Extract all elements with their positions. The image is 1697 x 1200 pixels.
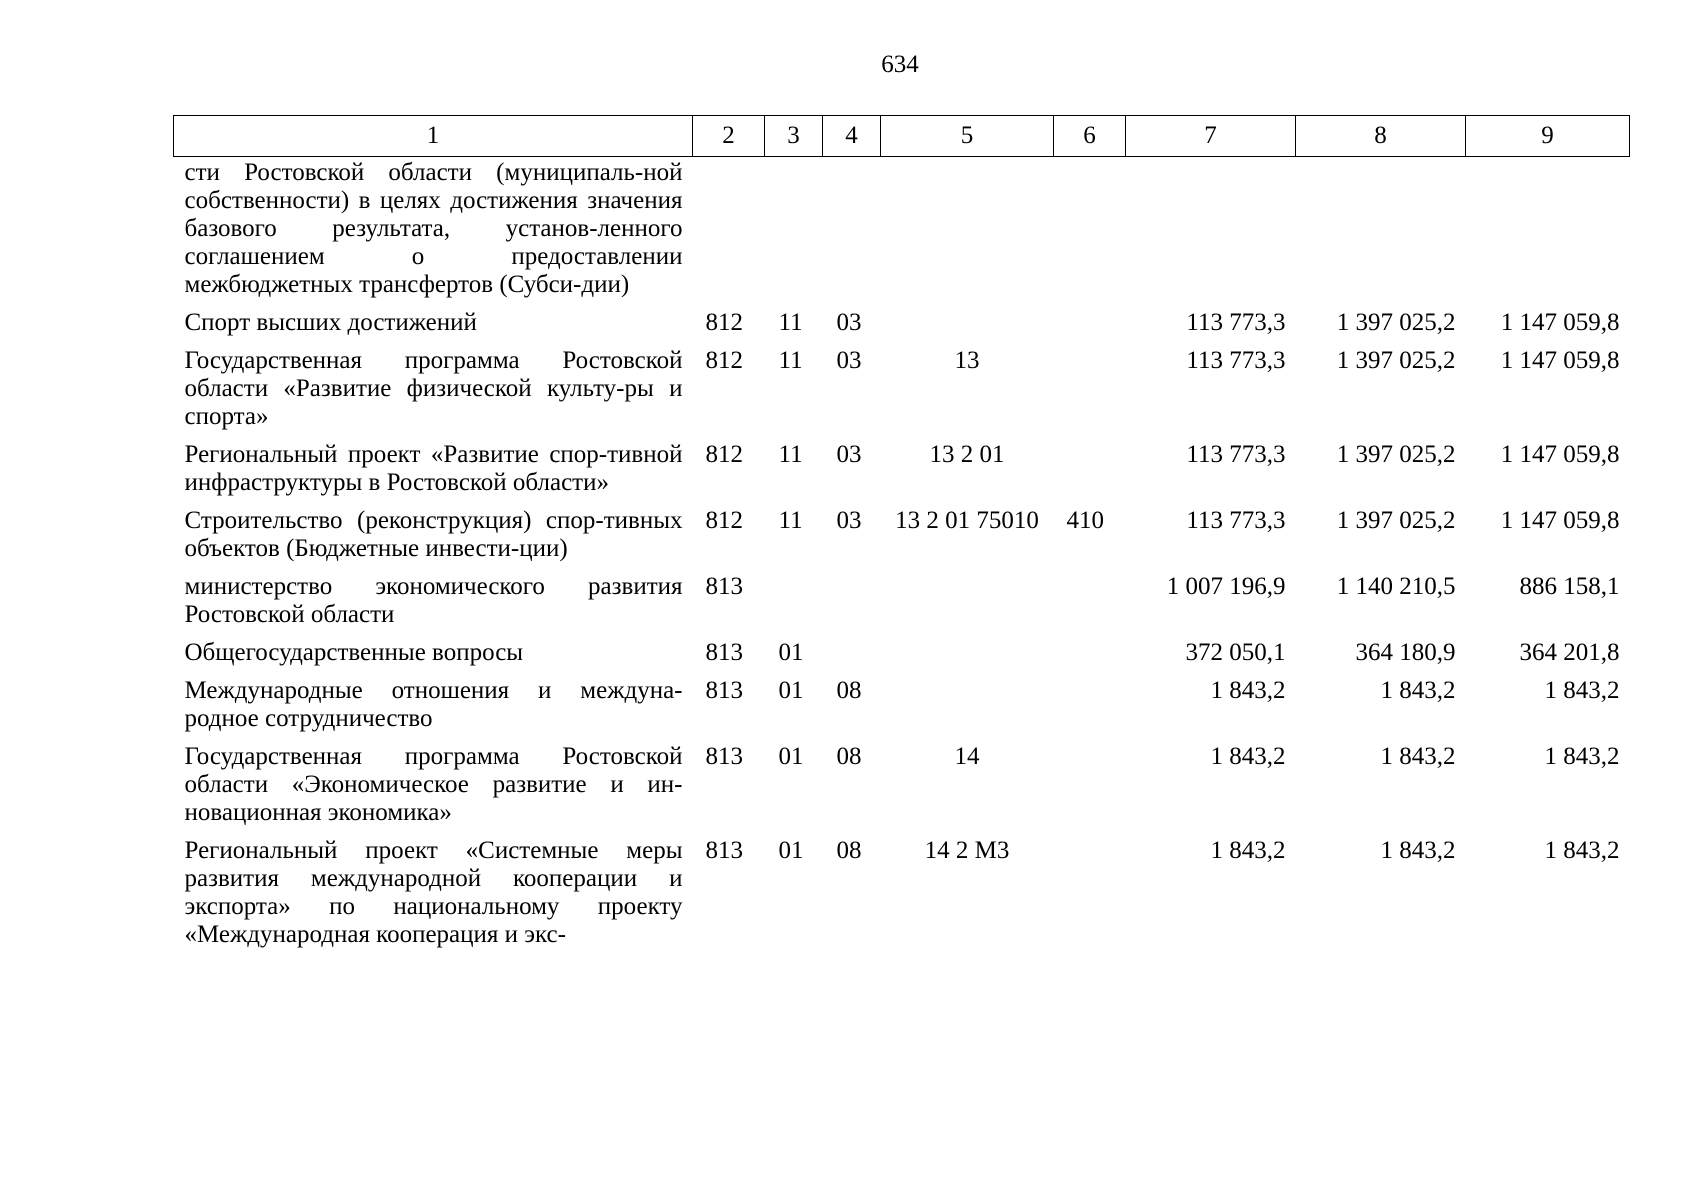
table-body bbox=[174, 157, 1630, 950]
amount-year-2: 364 180,9 bbox=[1355, 639, 1456, 666]
subsection-code: 08 bbox=[836, 743, 862, 770]
table-row bbox=[174, 629, 1630, 667]
header-row bbox=[174, 116, 1630, 157]
section-code: 11 bbox=[778, 347, 803, 374]
row-name: министерство экономического развития Ростовской области bbox=[184, 573, 683, 628]
amount-year-1: 372 050,1 bbox=[1185, 639, 1286, 666]
amount-year-2: 1 397 025,2 bbox=[1336, 309, 1456, 336]
row-name: Общегосударственные вопросы bbox=[184, 639, 524, 666]
amount-year-3: 1 843,2 bbox=[1544, 837, 1620, 864]
column-header-5: 5 bbox=[881, 116, 1054, 157]
subsection-code: 03 bbox=[836, 507, 862, 534]
subsection-code bbox=[823, 629, 881, 667]
amount-year-1: 113 773,3 bbox=[1186, 441, 1286, 468]
admin-code: 813 bbox=[705, 677, 743, 704]
row-name: Строительство (реконструкция) спор-тивных объектов (Бюджетные инвести-ции) bbox=[184, 507, 683, 562]
table-row bbox=[174, 157, 1630, 300]
table-row bbox=[174, 337, 1630, 431]
amount-year-2: 1 397 025,2 bbox=[1336, 441, 1456, 468]
admin-code bbox=[693, 157, 765, 300]
amount-year-1: 113 773,3 bbox=[1186, 507, 1286, 534]
column-header-6: 6 bbox=[1054, 116, 1126, 157]
section-code: 01 bbox=[778, 639, 804, 666]
row-name: Региональный проект «Развитие спор-тивной инфраструктуры в Ростовской области» bbox=[184, 441, 683, 496]
target-article-code: 14 2 M3 bbox=[924, 837, 1010, 864]
amount-year-1: 1 843,2 bbox=[1210, 837, 1286, 864]
expense-type-code bbox=[1054, 157, 1126, 300]
subsection-code: 03 bbox=[836, 347, 862, 374]
amount-year-2: 1 397 025,2 bbox=[1336, 507, 1456, 534]
target-article-code bbox=[881, 667, 1054, 733]
table-row bbox=[174, 299, 1630, 337]
amount-year-1: 1 843,2 bbox=[1210, 743, 1286, 770]
row-name: сти Ростовской области (муниципаль-ной собственности) в целях достижения значения базового результата, установ-ленного соглашением о предоставлении межбюджетных трансфертов (Субси-дии) bbox=[184, 159, 683, 298]
amount-year-2: 1 397 025,2 bbox=[1336, 347, 1456, 374]
amount-year-3: 364 201,8 bbox=[1519, 639, 1620, 666]
column-header-2: 2 bbox=[693, 116, 765, 157]
admin-code: 812 bbox=[705, 347, 743, 374]
row-name: Государственная программа Ростовской области «Развитие физической культу-ры и спорта» bbox=[184, 347, 683, 430]
amount-year-3: 1 147 059,8 bbox=[1500, 507, 1620, 534]
target-article-code bbox=[881, 563, 1054, 629]
table-row bbox=[174, 733, 1630, 827]
row-name: Государственная программа Ростовской области «Экономическое развитие и ин-новационная экономика» bbox=[184, 743, 683, 826]
expense-type-code bbox=[1054, 667, 1126, 733]
column-header-4: 4 bbox=[823, 116, 881, 157]
amount-year-3: 1 147 059,8 bbox=[1500, 441, 1620, 468]
table-row bbox=[174, 563, 1630, 629]
amount-year-2 bbox=[1296, 157, 1466, 300]
amount-year-3: 1 843,2 bbox=[1544, 677, 1620, 704]
amount-year-3 bbox=[1466, 157, 1630, 300]
column-header-1: 1 bbox=[174, 116, 693, 157]
target-article-code: 13 bbox=[954, 347, 980, 374]
expense-type-code bbox=[1054, 827, 1126, 949]
page-number: 634 bbox=[881, 51, 919, 78]
amount-year-3: 1 147 059,8 bbox=[1500, 309, 1620, 336]
section-code bbox=[765, 563, 823, 629]
expense-type-code bbox=[1054, 299, 1126, 337]
column-header-9: 9 bbox=[1466, 116, 1630, 157]
subsection-code bbox=[823, 157, 881, 300]
target-article-code: 14 bbox=[954, 743, 980, 770]
section-code: 11 bbox=[778, 309, 803, 336]
amount-year-1: 1 007 196,9 bbox=[1166, 573, 1286, 600]
amount-year-2: 1 843,2 bbox=[1380, 677, 1456, 704]
amount-year-3: 1 843,2 bbox=[1544, 743, 1620, 770]
column-header-8: 8 bbox=[1296, 116, 1466, 157]
table-header bbox=[174, 116, 1630, 157]
amount-year-1: 113 773,3 bbox=[1186, 309, 1286, 336]
subsection-code: 03 bbox=[836, 441, 862, 468]
amount-year-2: 1 843,2 bbox=[1380, 837, 1456, 864]
subsection-code: 08 bbox=[836, 837, 862, 864]
section-code: 01 bbox=[778, 743, 804, 770]
row-name: Международные отношения и междуна-родное сотрудничество bbox=[184, 677, 683, 732]
row-name: Спорт высших достижений bbox=[184, 309, 477, 336]
admin-code: 812 bbox=[705, 507, 743, 534]
admin-code: 812 bbox=[705, 441, 743, 468]
expense-type-code bbox=[1054, 629, 1126, 667]
admin-code: 812 bbox=[705, 309, 743, 336]
column-header-3: 3 bbox=[765, 116, 823, 157]
expense-type-code bbox=[1054, 431, 1126, 497]
expense-type-code bbox=[1054, 733, 1126, 827]
amount-year-1 bbox=[1126, 157, 1296, 300]
table-row bbox=[174, 827, 1630, 949]
expense-type-code bbox=[1054, 563, 1126, 629]
target-article-code bbox=[881, 629, 1054, 667]
admin-code: 813 bbox=[705, 639, 743, 666]
column-header-7: 7 bbox=[1126, 116, 1296, 157]
amount-year-3: 886 158,1 bbox=[1519, 573, 1620, 600]
target-article-code bbox=[881, 157, 1054, 300]
amount-year-3: 1 147 059,8 bbox=[1500, 347, 1620, 374]
subsection-code bbox=[823, 563, 881, 629]
target-article-code: 13 2 01 bbox=[929, 441, 1005, 468]
admin-code: 813 bbox=[705, 743, 743, 770]
amount-year-2: 1 843,2 bbox=[1380, 743, 1456, 770]
section-code: 01 bbox=[778, 837, 804, 864]
table-row bbox=[174, 431, 1630, 497]
section-code: 11 bbox=[778, 441, 803, 468]
admin-code: 813 bbox=[705, 573, 743, 600]
subsection-code: 08 bbox=[836, 677, 862, 704]
row-name: Региональный проект «Системные меры развития международной кооперации и экспорта» по национальному проекту «Международная кооперация и экс- bbox=[184, 837, 683, 948]
budget-table bbox=[173, 115, 1630, 949]
target-article-code: 13 2 01 75010 bbox=[895, 507, 1039, 534]
amount-year-1: 1 843,2 bbox=[1210, 677, 1286, 704]
section-code bbox=[765, 157, 823, 300]
amount-year-1: 113 773,3 bbox=[1186, 347, 1286, 374]
expense-type-code: 410 bbox=[1066, 507, 1104, 534]
amount-year-2: 1 140 210,5 bbox=[1336, 573, 1456, 600]
table-row bbox=[174, 667, 1630, 733]
target-article-code bbox=[881, 299, 1054, 337]
subsection-code: 03 bbox=[836, 309, 862, 336]
table-row bbox=[174, 497, 1630, 563]
section-code: 11 bbox=[778, 507, 803, 534]
admin-code: 813 bbox=[705, 837, 743, 864]
expense-type-code bbox=[1054, 337, 1126, 431]
section-code: 01 bbox=[778, 677, 804, 704]
